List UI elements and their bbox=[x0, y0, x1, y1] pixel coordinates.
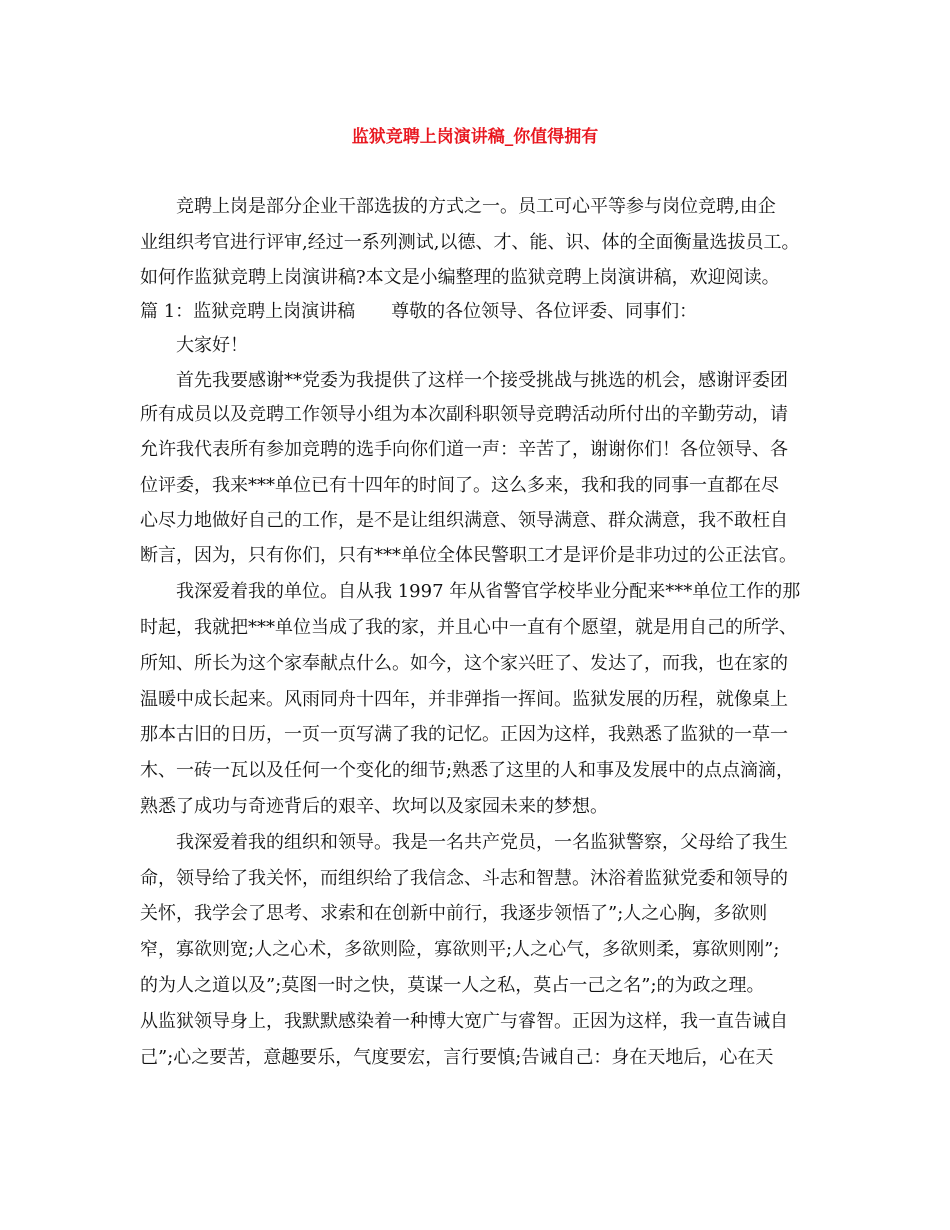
paragraph-line: 关怀，我学会了思考、求索和在创新中前行，我逐步领悟了”;人之心胸，多欲则 bbox=[140, 903, 768, 924]
paragraph-line: 大家好！ bbox=[176, 335, 248, 356]
paragraph-line: 己”;心之要苦，意趣要乐，气度要宏，言行要慎;告诫自己：身在天地后，心在天 bbox=[140, 1047, 774, 1068]
paragraph-line: 位评委，我来***单位已有十四年的时间了。这么多来，我和我的同事一直都在尽 bbox=[140, 475, 779, 496]
document-title: 监狱竞聘上岗演讲稿_你值得拥有 bbox=[351, 127, 599, 147]
paragraph-line: 竞聘上岗是部分企业干部选拔的方式之一。员工可心平等参与岗位竞聘,由企 bbox=[176, 196, 776, 217]
paragraph-line: 我深爱着我的单位。自从我 1997 年从省警官学校毕业分配来***单位工作的那 bbox=[176, 581, 801, 602]
paragraph-line: 时起，我就把***单位当成了我的家，并且心中一直有个愿望，就是用自己的所学、 bbox=[140, 617, 797, 638]
paragraph-line: 熟悉了成功与奇迹背后的艰辛、坎坷以及家园未来的梦想。 bbox=[140, 796, 608, 817]
paragraph-line: 所有成员以及竞聘工作领导小组为本次副科职领导竞聘活动所付出的辛勤劳动，请 bbox=[140, 404, 788, 425]
paragraph-line: 断言，因为，只有你们，只有***单位全体民警职工才是评价是非功过的公正法官。 bbox=[140, 545, 797, 566]
paragraph-line: 命，领导给了我关怀，而组织给了我信念、斗志和智慧。沐浴着监狱党委和领导的 bbox=[140, 868, 788, 889]
paragraph-line: 窄，寡欲则宽;人之心术，多欲则险，寡欲则平;人之心气，多欲则柔，寡欲则刚”; bbox=[140, 939, 780, 960]
paragraph-line: 的为人之道以及”;莫图一时之快，莫谋一人之私，莫占一己之名”;的为政之理。 bbox=[140, 975, 765, 996]
paragraph-line: 首先我要感谢**党委为我提供了这样一个接受挑战与挑选的机会，感谢评委团 bbox=[176, 370, 788, 391]
paragraph-line: 那本古旧的日历，一页一页写满了我的记忆。正因为这样，我熟悉了监狱的一草一 bbox=[140, 724, 788, 745]
paragraph-line: 所知、所长为这个家奉献点什么。如今，这个家兴旺了、发达了，而我，也在家的 bbox=[140, 653, 788, 674]
paragraph-line: 我深爱着我的组织和领导。我是一名共产党员，一名监狱警察，父母给了我生 bbox=[176, 832, 788, 853]
paragraph-line: 温暖中成长起来。风雨同舟十四年，并非弹指一挥间。监狱发展的历程，就像桌上 bbox=[140, 689, 788, 710]
paragraph-line: 从监狱领导身上，我默默感染着一种博大宽广与睿智。正因为这样，我一直告诫自 bbox=[140, 1011, 788, 1032]
paragraph-line: 心尽力地做好自己的工作，是不是让组织满意、领导满意、群众满意，我不敢枉自 bbox=[140, 510, 788, 531]
paragraph-line: 篇 1：监狱竞聘上岗演讲稿 尊敬的各位领导、各位评委、同事们： bbox=[140, 301, 698, 322]
paragraph-line: 允许我代表所有参加竞聘的选手向你们道一声：辛苦了，谢谢你们！各位领导、各 bbox=[140, 439, 788, 460]
paragraph-line: 如何作监狱竞聘上岗演讲稿?本文是小编整理的监狱竞聘上岗演讲稿，欢迎阅读。 bbox=[140, 267, 780, 288]
paragraph-line: 木、一砖一瓦以及任何一个变化的细节;熟悉了这里的人和事及发展中的点点滴滴， bbox=[140, 760, 795, 781]
paragraph-line: 业组织考官进行评审,经过一系列测试,以德、才、能、识、体的全面衡量选拔员工。 bbox=[140, 232, 800, 253]
